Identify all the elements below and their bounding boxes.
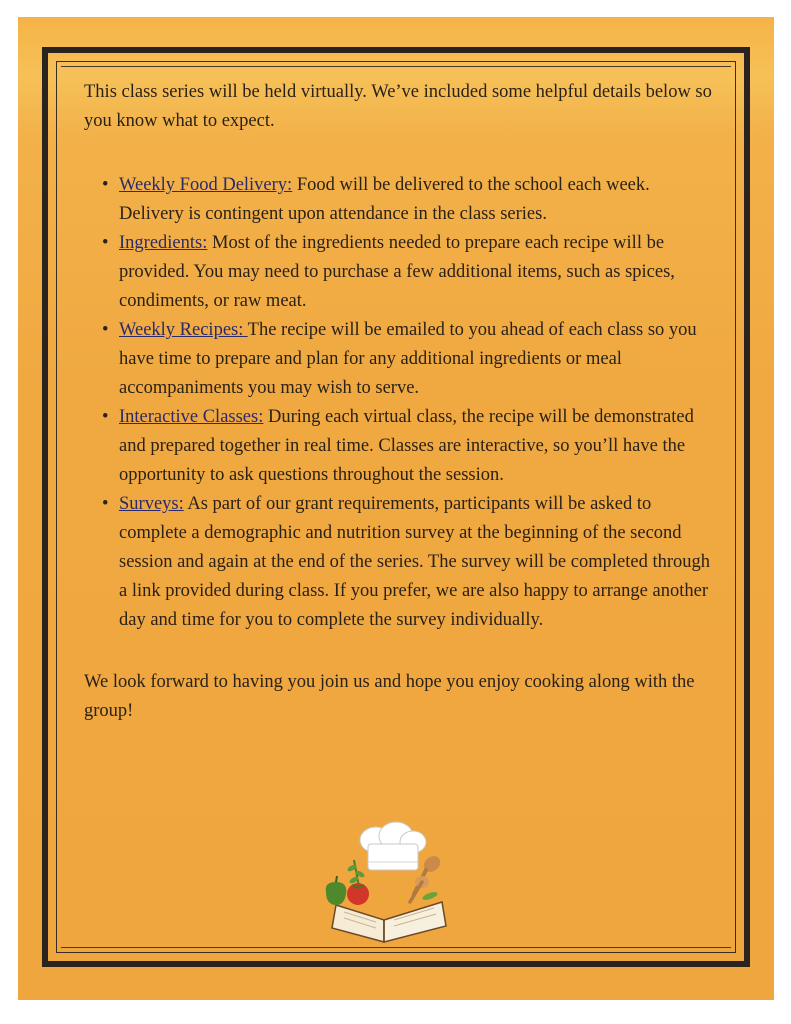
open-book-icon [332, 902, 446, 942]
list-item [84, 316, 714, 403]
detail-text: During each virtual class, the recipe will be demonstrated and prepared together in real time. Classes are interactive, so you’ll have the opportunity to ask questions throughout the session. [119, 407, 694, 485]
intro-paragraph: This class series will be held virtually. We’ve included some helpful details below so you know what to expect. [84, 82, 712, 131]
chef-hat-icon [360, 822, 426, 870]
details-list [84, 171, 714, 635]
detail-text: Most of the ingredients needed to prepare each recipe will be provided. You may need to purchase a few additional items, such as spices, condiments, or raw meat. [119, 233, 675, 311]
detail-term: Interactive Classes: [119, 407, 264, 427]
detail-term: Ingredients: [119, 233, 208, 253]
detail-text: Food will be delivered to the school each week. Delivery is contingent upon attendance in the class series. [119, 175, 650, 224]
list-item [84, 229, 714, 316]
flyer-content [84, 78, 714, 726]
chef-hat-cookbook-illustration-icon [318, 820, 458, 950]
closing-paragraph: We look forward to having you join us and hope you enjoy cooking along with the group! [84, 672, 695, 721]
list-item [84, 171, 714, 229]
detail-term: Weekly Food Delivery: [119, 175, 293, 195]
detail-term: Surveys: [119, 494, 184, 514]
detail-text: The recipe will be emailed to you ahead of each class so you have time to prepare and plan for any additional ingredients or meal accompaniments you may wish to serve. [119, 320, 697, 398]
detail-term: Weekly Recipes: [119, 320, 248, 340]
detail-text: As part of our grant requirements, participants will be asked to complete a demographic and nutrition survey at the beginning of the second session and again at the end of the series. The survey will be completed through a link provided during class. If you prefer, we are also happy to arrange another day and time for you to complete the survey individually. [119, 494, 710, 630]
list-item [84, 490, 714, 635]
list-item [84, 403, 714, 490]
